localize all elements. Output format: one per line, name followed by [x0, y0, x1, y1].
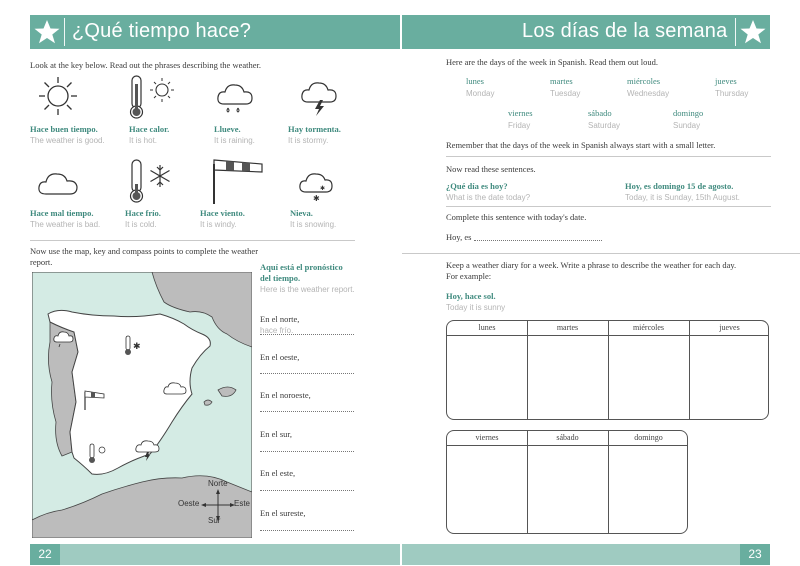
weather-key-label: Llueve. [214, 124, 241, 134]
cloud-icon [36, 170, 82, 198]
spain-weather-map [32, 272, 252, 538]
map-instruction: Now use the map, key and compass points to complete the weather report. [30, 246, 259, 267]
weather-key-label: Hace viento. [200, 208, 245, 218]
diary-instruction: Keep a weather diary for a week. Write a phrase to describe the weather for each day. For example: [446, 260, 737, 281]
compass-east-label: Este [234, 499, 251, 508]
left-page-number: 22 [30, 544, 60, 565]
complete-instruction: Complete this sentence with today's date. [446, 212, 587, 222]
weather-key-translation: It is raining. [214, 136, 255, 145]
table-header: miércoles [632, 323, 665, 332]
weather-key-translation: The weather is bad. [30, 220, 101, 229]
example-spanish: Hoy, hace sol. [446, 291, 496, 301]
day-spanish: sábado [588, 108, 612, 118]
day-spanish: viernes [508, 108, 533, 118]
days-instruction: Here are the days of the week in Spanish. Read them out loud. [446, 57, 658, 67]
right-page-number: 23 [740, 544, 770, 565]
table-column-rule [527, 321, 528, 419]
weather-key-label: Hace buen tiempo. [30, 124, 98, 134]
table-column-rule [608, 321, 609, 419]
report-line-label: En el sureste, [260, 508, 306, 518]
answer-line[interactable] [260, 490, 354, 491]
day-spanish: domingo [673, 108, 704, 118]
day-spanish: martes [550, 76, 573, 86]
compass-north-label: Norte [208, 479, 228, 488]
answer-english: Today, it is Sunday, 15th August. [625, 193, 740, 202]
weather-key-label: Hace frío. [125, 208, 161, 218]
weather-key-translation: The weather is good. [30, 136, 105, 145]
header-divider [735, 18, 736, 46]
report-heading: Aquí está el pronóstico del tiempo. [260, 262, 343, 283]
weather-key-translation: It is windy. [200, 220, 237, 229]
star-icon [32, 17, 62, 47]
day-english: Tuesday [550, 89, 581, 98]
left-page-title: ¿Qué tiempo hace? [72, 20, 252, 42]
read-sentences-instruction: Now read these sentences. [446, 164, 536, 174]
day-english: Wednesday [627, 89, 670, 98]
answer-line[interactable] [260, 334, 354, 335]
table-header: viernes [475, 433, 499, 442]
day-spanish: miércoles [627, 76, 661, 86]
table-column-rule [527, 431, 528, 533]
question-english: What is the date today? [446, 193, 531, 202]
day-english: Thursday [715, 89, 749, 98]
snow-cloud-icon [296, 170, 336, 204]
star-icon [738, 17, 768, 47]
date-answer-line[interactable] [474, 240, 602, 241]
table-header-rule [447, 445, 687, 446]
svg-text:✱: ✱ [313, 194, 320, 203]
weather-diary-table-weekend [446, 430, 688, 534]
weather-key-translation: It is cold. [125, 220, 157, 229]
cold-thermometer-icon [126, 158, 176, 204]
rain-cloud-icon [214, 78, 258, 116]
answer-line[interactable] [260, 411, 354, 412]
storm-cloud-icon [298, 78, 342, 118]
windsock-icon [206, 154, 268, 206]
table-header: lunes [478, 323, 496, 332]
table-column-rule [608, 431, 609, 533]
divider [402, 253, 800, 254]
header-divider [64, 18, 65, 46]
right-page-title: Los días de la semana [522, 20, 728, 42]
report-line-answer: hace frío. [260, 326, 294, 335]
sun-icon [36, 74, 80, 118]
weather-key-translation: It is hot. [129, 136, 158, 145]
left-footer-bar [60, 544, 400, 565]
day-spanish: jueves [715, 76, 737, 86]
divider [446, 156, 771, 157]
weather-diary-table-weekdays [446, 320, 769, 420]
table-column-rule [689, 321, 690, 419]
answer-spanish: Hoy, es domingo 15 de agosto. [625, 181, 734, 191]
right-footer-bar [402, 544, 740, 565]
weather-key-translation: It is snowing. [290, 220, 337, 229]
report-line-label: En el norte, [260, 314, 300, 324]
weather-key-label: Hay tormenta. [288, 124, 341, 134]
weather-key-translation: It is stormy. [288, 136, 329, 145]
day-english: Saturday [588, 121, 621, 130]
day-english: Sunday [673, 121, 701, 130]
question-spanish: ¿Qué día es hoy? [446, 181, 508, 191]
day-english: Friday [508, 121, 531, 130]
report-line-label: En el sur, [260, 429, 292, 439]
report-line-label: En el oeste, [260, 352, 300, 362]
report-heading-translation: Here is the weather report. [260, 285, 355, 294]
key-instruction: Look at the key below. Read out the phrases describing the weather. [30, 60, 262, 70]
example-english: Today it is sunny [446, 303, 506, 312]
answer-line[interactable] [260, 530, 354, 531]
divider [30, 240, 355, 241]
weather-key-label: Hace mal tiempo. [30, 208, 94, 218]
report-line-label: En el este, [260, 468, 296, 478]
table-header: martes [556, 323, 579, 332]
svg-text:✱: ✱ [320, 185, 326, 192]
table-header: sábado [556, 433, 579, 442]
table-header: jueves [719, 323, 740, 332]
compass-south-label: Sur [208, 516, 221, 525]
day-english: Monday [466, 89, 495, 98]
report-line-label: En el noroeste, [260, 390, 311, 400]
weather-key-label: Nieva. [290, 208, 313, 218]
compass-west-label: Oeste [178, 499, 200, 508]
divider [446, 206, 771, 207]
svg-text:✱: ✱ [133, 342, 141, 352]
weather-key-label: Hace calor. [129, 124, 170, 134]
answer-line[interactable] [260, 373, 354, 374]
answer-line[interactable] [260, 451, 354, 452]
lowercase-reminder: Remember that the days of the week in Spanish always start with a small letter. [446, 140, 716, 150]
complete-prefix: Hoy, es [446, 232, 472, 242]
hot-thermometer-icon [126, 74, 178, 120]
day-spanish: lunes [466, 76, 484, 86]
table-header: domingo [634, 433, 663, 442]
